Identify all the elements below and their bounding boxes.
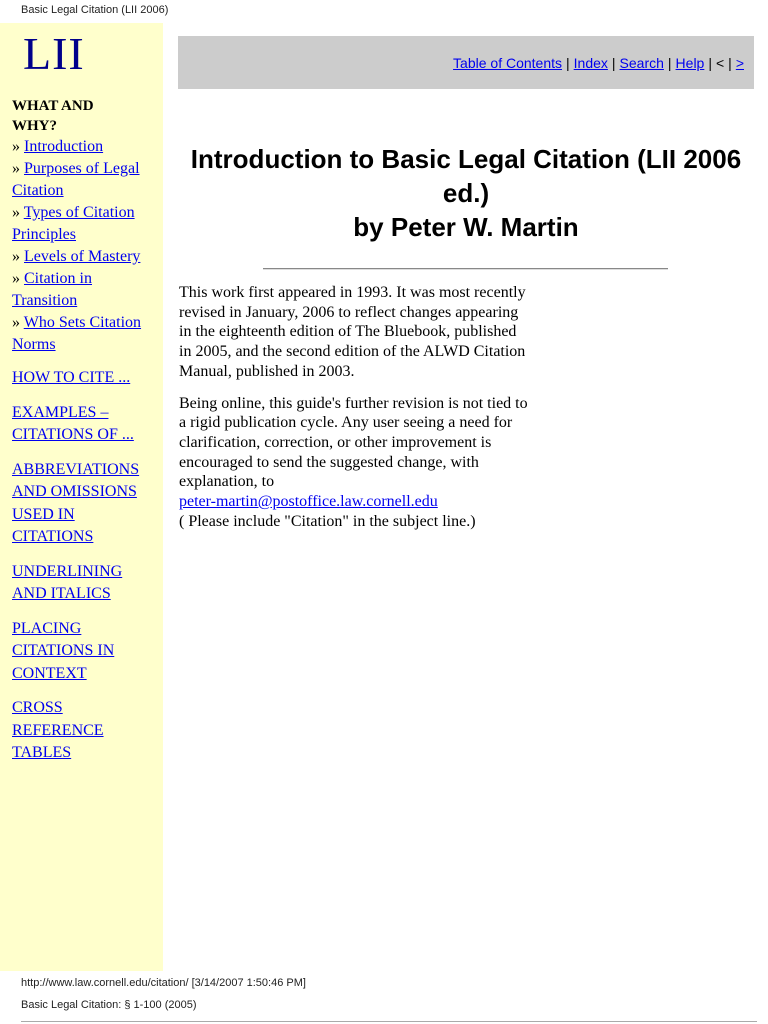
email-link[interactable]: peter-martin@postoffice.law.cornell.edu (179, 493, 438, 511)
bullet-prefix: » (12, 138, 24, 155)
bullet-prefix: » (12, 314, 24, 331)
print-footer-title: Basic Legal Citation: § 1-100 (2005) (21, 999, 197, 1011)
bullet-prefix: » (12, 248, 24, 265)
link-citation-in-transition[interactable]: Citation in Transition (12, 270, 92, 309)
sidebar-item-introduction (12, 136, 157, 158)
page-title (178, 142, 754, 244)
bullet-prefix: » (12, 270, 24, 287)
link-purposes-of-legal-citation[interactable]: Purposes of Legal Citation (12, 160, 140, 199)
nav-separator: | (708, 54, 712, 71)
link-examples-citations-of[interactable]: EXAMPLES – CITATIONS OF ... (12, 403, 134, 443)
link-placing-citations-in-context[interactable]: PLACING CITATIONS IN CONTEXT (12, 619, 115, 682)
page-title-author: by Peter W. Martin (353, 212, 579, 242)
sidebar (0, 23, 163, 971)
nav-separator: | (611, 54, 616, 71)
sidebar-item-purposes (12, 158, 157, 202)
horizontal-rule (263, 268, 668, 270)
link-how-to-cite[interactable]: HOW TO CITE ... (12, 369, 131, 386)
nav-table-of-contents[interactable]: Table of Contents (453, 54, 563, 71)
link-who-sets-citation-norms[interactable]: Who Sets Citation Norms (12, 314, 142, 353)
footer-rule (21, 1021, 757, 1022)
link-levels-of-mastery[interactable]: Levels of Mastery (24, 248, 141, 265)
page-title-main: Introduction to Basic Legal Citation (LII 2006 ed.) (190, 144, 742, 208)
bullet-prefix: » (12, 204, 24, 221)
nav-separator: | (667, 54, 672, 71)
link-types-of-citation-principles[interactable]: Types of Citation Principles (12, 204, 135, 243)
revision-text: Being online, this guide's further revision is not tied to a rigid publication cycle. Any user seeing a need for clarification, correction, or other improvement is encouraged to send the suggested change, with explanation, to (179, 394, 528, 491)
nav-separator: | (566, 54, 570, 71)
link-underlining-and-italics[interactable]: UNDERLINING AND ITALICS (12, 562, 123, 602)
nav-help[interactable]: Help (675, 54, 705, 71)
subject-line-note: ( Please include "Citation" in the subject line.) (179, 512, 476, 530)
sidebar-item-who-sets (12, 312, 157, 356)
sidebar-item-types (12, 202, 157, 246)
sidebar-item-levels (12, 246, 157, 268)
nav-separator: | (728, 54, 732, 71)
link-introduction[interactable]: Introduction (24, 138, 104, 155)
bullet-prefix: » (12, 160, 24, 177)
sidebar-item-transition (12, 268, 157, 312)
print-footer-url: http://www.law.cornell.edu/citation/ [3/14/2007 1:50:46 PM] (21, 977, 306, 989)
print-header: Basic Legal Citation (LII 2006) (21, 4, 169, 16)
intro-paragraph-history: This work first appeared in 1993. It was most recently revised in January, 2006 to reflect changes appearing in the eighteenth edition of The Bluebook, published in 2005, and the second edition of the ALWD Citation Manual, published in 2003. (179, 284, 526, 380)
nav-index[interactable]: Index (573, 54, 608, 71)
nav-search[interactable]: Search (619, 54, 664, 71)
intro-paragraph-revision (179, 394, 529, 532)
link-cross-reference-tables[interactable]: CROSS REFERENCE TABLES (12, 699, 104, 761)
top-nav-bar (178, 36, 754, 89)
what-and-why-heading: WHAT AND WHY? (12, 98, 94, 134)
nav-next[interactable]: > (735, 54, 744, 71)
intro-body (179, 283, 529, 543)
nav-prev-disabled: < (715, 54, 725, 71)
link-abbreviations-and-omissions[interactable]: ABBREVIATIONS AND OMISSIONS USED IN CITATIONS (12, 460, 140, 545)
lii-logo[interactable]: LII (23, 28, 85, 79)
